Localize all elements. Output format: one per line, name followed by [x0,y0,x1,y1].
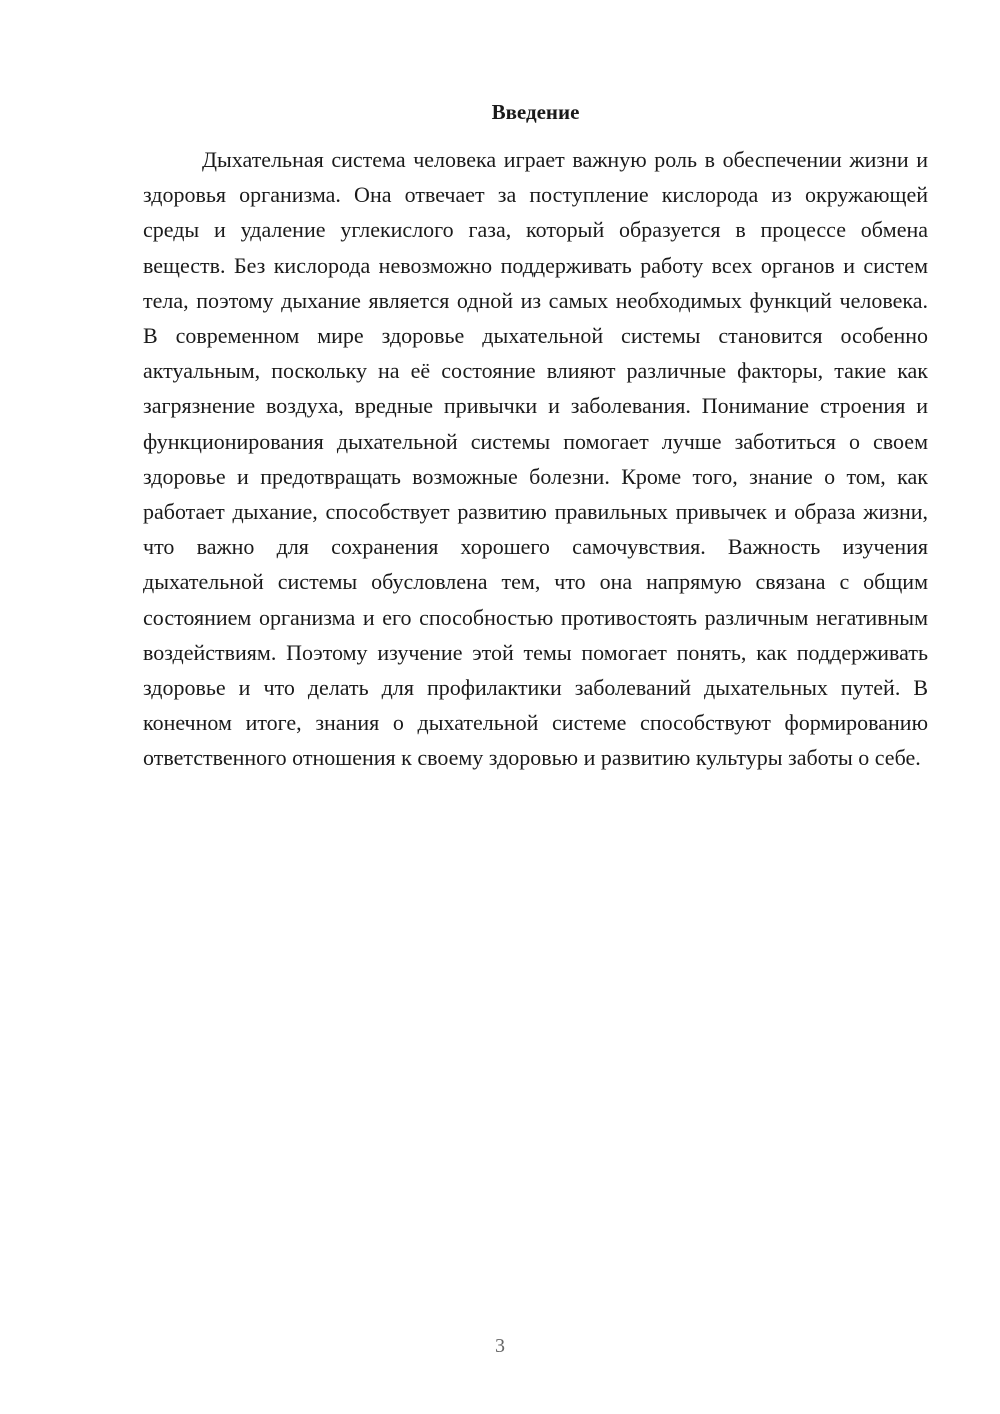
page-number: 3 [495,1335,505,1357]
section-heading: Введение [491,100,580,124]
intro-paragraph: Дыхательная система человека играет важную роль в обеспечении жизни и здоровья организма. Она отвечает за поступление кислорода из окружающей среды и удаление углекислого газа, который образуется в процессе обмена веществ. Без кислорода невозможно поддерживать работу всех органов и систем тела, поэтому дыхание является одной из самых необходимых функций человека. В современном мире здоровье дыхательной системы становится особенно актуальным, поскольку на её состояние влияют различные факторы, такие как загрязнение воздуха, вредные привычки и заболевания. Понимание строения и функционирования дыхательной системы помогает лучше заботиться о своем здоровье и предотвращать возможные болезни. Кроме того, знание о том, как работает дыхание, способствует развитию правильных привычек и образа жизни, что важно для сохранения хорошего самочувствия. Важность изучения дыхательной системы обусловлена тем, что она напрямую связана с общим состоянием организма и его способностью противостоять различным негативным воздействиям. Поэтому изучение этой темы помогает понять, как поддерживать здоровье и что делать для профилактики заболеваний дыхательных путей. В конечном итоге, знания о дыхательной системе способствуют формированию ответственного отношения к своему здоровью и развитию культуры заботы о себе. [143,147,928,771]
